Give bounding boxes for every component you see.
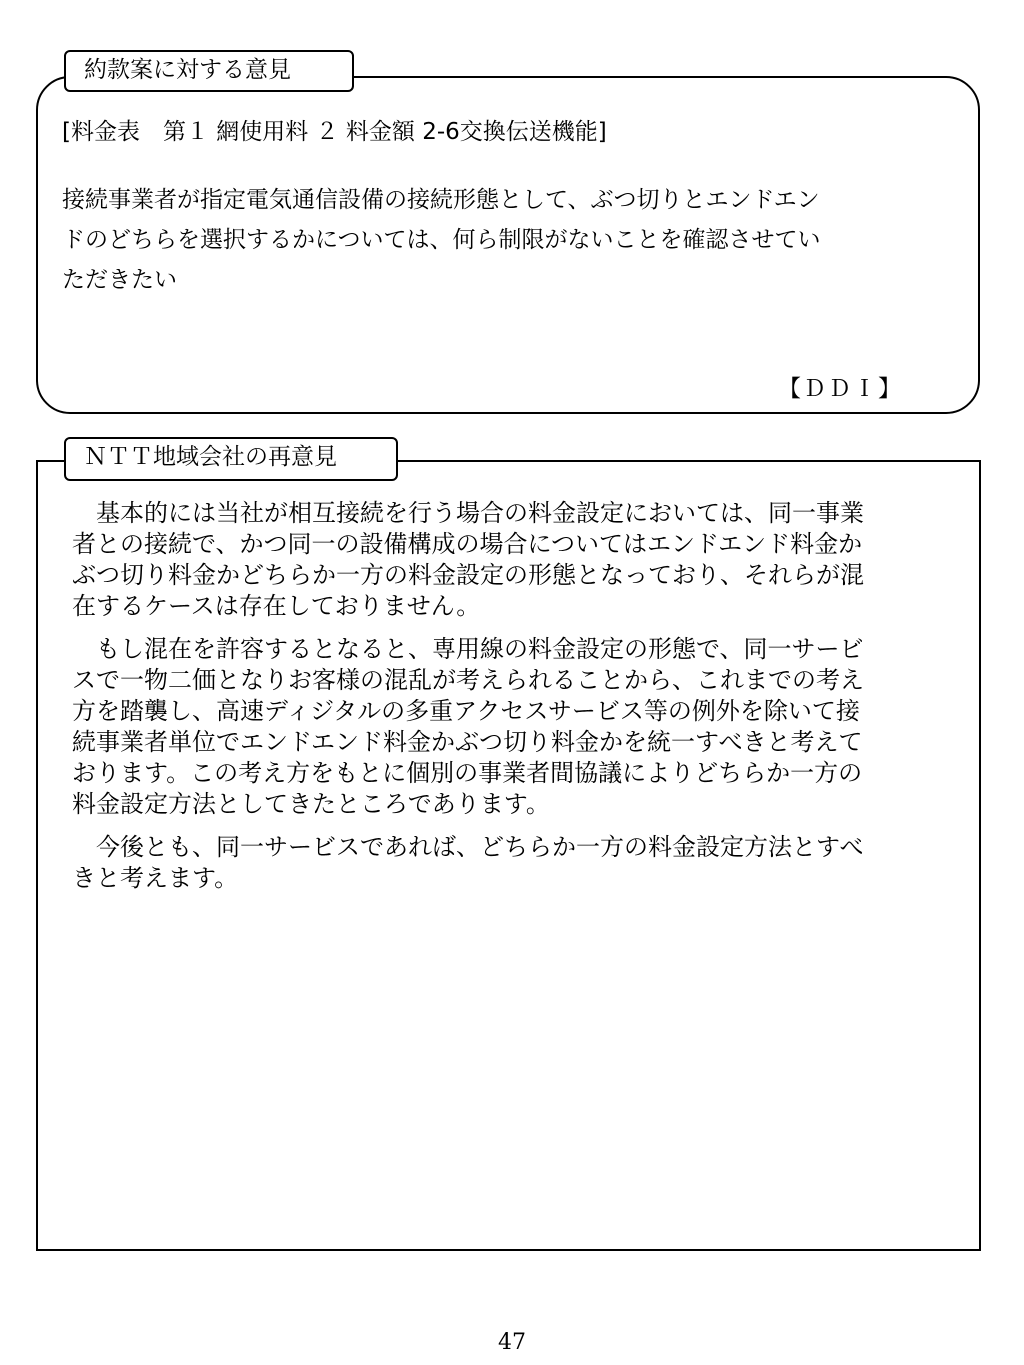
opinion-tab-label: 約款案に対する意見 xyxy=(64,50,354,92)
submitter-label: 【ＤＤＩ】 xyxy=(778,376,903,402)
reopinion-body xyxy=(72,498,962,906)
paragraph-line: 方を踏襲し、高速ディジタルの多重アクセスサービス等の例外を除いて接 xyxy=(72,697,860,725)
paragraph-line: 基本的には当社が相互接続を行う場合の料金設定においては、同一事業 xyxy=(72,499,864,527)
paragraph-line: もし混在を許容するとなると、専用線の料金設定の形態で、同一サービ xyxy=(72,635,864,663)
opinion-comment xyxy=(62,180,962,300)
paragraph-line: きと考えます。 xyxy=(72,864,239,892)
page-number: 47 xyxy=(498,1330,526,1355)
paragraph-line: スで一物二価となりお客様の混乱が考えられることから、これまでの考え xyxy=(72,666,864,694)
paragraph xyxy=(72,498,962,622)
paragraph-line: 続事業者単位でエンドエンド料金かぶつ切り料金かを統一すべきと考えて xyxy=(72,728,863,756)
comment-line: ドのどちらを選択するかについては、何ら制限がないことを確認させてい xyxy=(62,227,821,253)
comment-line: ただきたい xyxy=(62,267,177,293)
paragraph-line: 今後とも、同一サービスであれば、どちらか一方の料金設定方法とすべ xyxy=(72,833,864,861)
reopinion-tab-label: ＮＴＴ地域会社の再意見 xyxy=(64,437,398,481)
paragraph-line: ぶつ切り料金かどちらか一方の料金設定の形態となっており、それらが混 xyxy=(72,561,864,589)
paragraph-line: 者との接続で、かつ同一の設備構成の場合についてはエンドエンド料金か xyxy=(72,530,863,558)
paragraph-line: おります。この考え方をもとに個別の事業者間協議によりどちらか一方の xyxy=(72,759,863,787)
tariff-reference: [料金表 第１ 網使用料 ２ 料金額 2-6交換伝送機能] xyxy=(62,119,607,145)
paragraph xyxy=(72,634,962,820)
paragraph-line: 料金設定方法としてきたところであります。 xyxy=(72,790,550,818)
paragraph xyxy=(72,832,962,894)
paragraph-line: 在するケースは存在しておりません。 xyxy=(72,592,481,620)
comment-line: 接続事業者が指定電気通信設備の接続形態として、ぶつ切りとエンドエン xyxy=(62,187,820,213)
